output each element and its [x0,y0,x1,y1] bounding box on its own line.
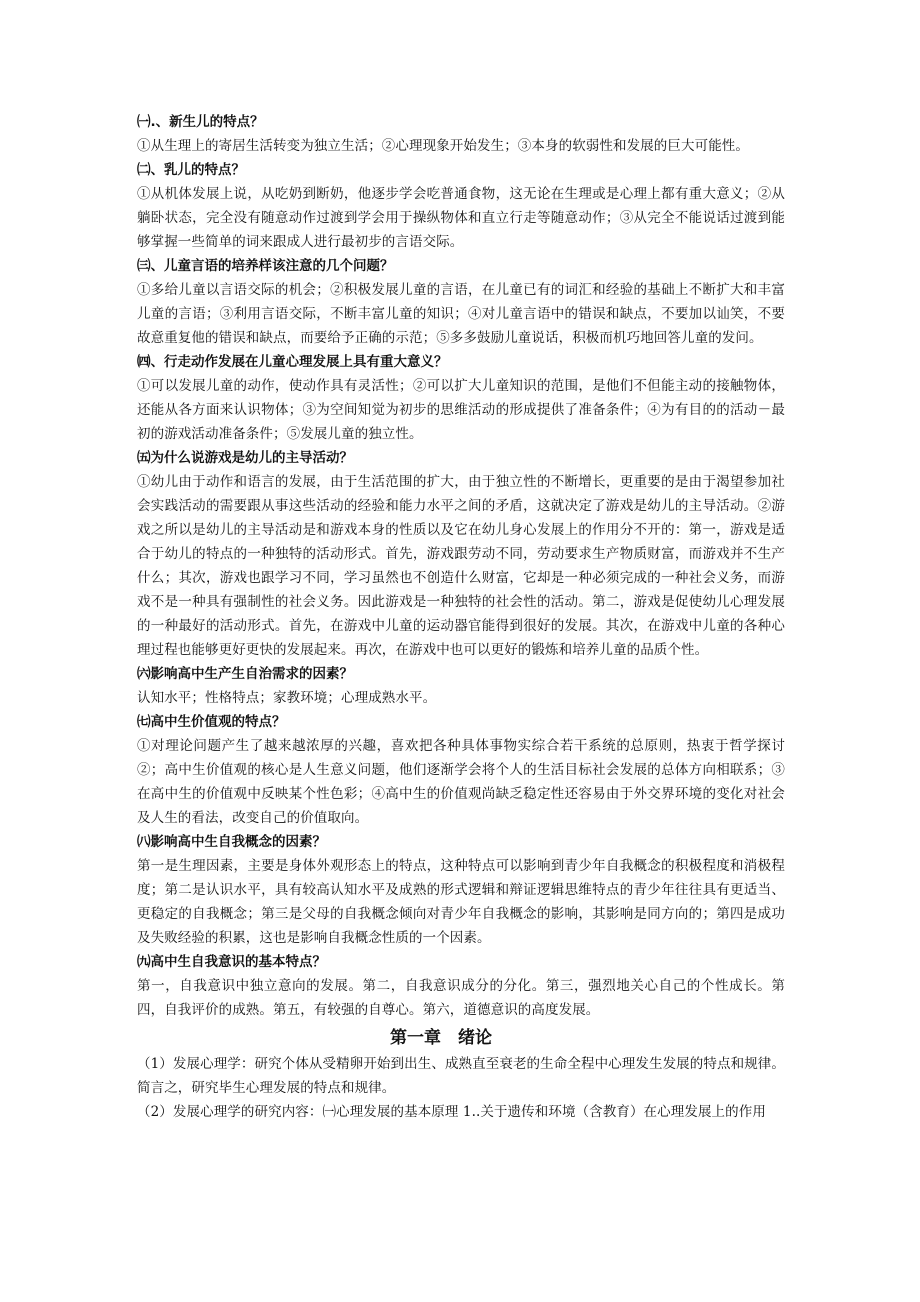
chapter-paragraph-2: （2）发展心理学的研究内容：㈠心理发展的基本原理 1..关于遗传和环境（含教育）在心理发展上的作用 [137,1104,766,1120]
question-heading: ㈨高中生自我意识的基本特点？ [137,954,326,970]
question-heading: ㈢、儿童言语的培养样该注意的几个问题？ [137,258,394,274]
answer-paragraph: 第一，自我意识中独立意向的发展。第二，自我意识成分的分化。第三，强烈地关心自己的个性成长。第四，自我评价的成熟。第五，有较强的自尊心。第六，道德意识的高度发展。 [137,978,785,1018]
chapter-title: 第一章 绪论 [390,1028,492,1048]
question-heading: ㈡、乳儿的特点？ [137,162,245,178]
answer-paragraph: ①从生理上的寄居生活转变为独立生活；②心理现象开始发生；③本身的软弱性和发展的巨大可能性。 [137,138,749,154]
answer-paragraph: ①多给儿童以言语交际的机会；②积极发展儿童的言语，在儿童已有的词汇和经验的基础上不断扩大和丰富儿童的言语；③利用言语交际，不断丰富儿童的知识；④对儿童言语中的错误和缺点，不要加以讪笑，不要故意重复他的错误和缺点，而要给予正确的示范；⑤多多鼓励儿童说话，积极而机巧地回答儿童的发问。 [137,282,785,346]
answer-paragraph: ①从机体发展上说，从吃奶到断奶，他逐步学会吃普通食物，这无论在生理或是心理上都有重大意义；②从躺卧状态，完全没有随意动作过渡到学会用于操纵物体和直立行走等随意动作；③从完全不能说话过渡到能够掌握一些简单的词来跟成人进行最初步的言语交际。 [137,186,785,250]
question-heading: ㈦高中生价值观的特点？ [137,714,286,730]
question-heading: ㈠.、新生儿的特点？ [137,114,264,130]
answer-paragraph: ①可以发展儿童的动作，使动作具有灵活性；②可以扩大儿童知识的范围，是他们不但能主动的接触物体，还能从各方面来认识物体；③为空间知觉为初步的思维活动的形成提供了准备条件；④为有目的的活动－最初的游戏活动准备条件；⑤发展儿童的独立性。 [137,378,785,442]
answer-paragraph: 认知水平；性格特点；家教环境；心理成熟水平。 [137,690,437,706]
question-heading: ㈤为什么说游戏是幼儿的主导活动？ [137,450,353,466]
document-page [137,110,785,1124]
question-heading: ㈣、行走动作发展在儿童心理发展上具有重大意义？ [137,354,448,370]
answer-paragraph: 第一是生理因素，主要是身体外观形态上的特点，这种特点可以影响到青少年自我概念的积极程度和消极程度；第二是认识水平，具有较高认知水平及成熟的形式逻辑和辩证逻辑思维特点的青少年往往具有更适当、更稳定的自我概念；第三是父母的自我概念倾向对青少年自我概念的影响，其影响是同方向的；第四是成功及失败经验的积累，这也是影响自我概念性质的一个因素。 [137,858,785,946]
answer-paragraph: ①对理论问题产生了越来越浓厚的兴趣，喜欢把各种具体事物实综合若干系统的总原则，热衷于哲学探讨②；高中生价值观的核心是人生意义问题，他们逐渐学会将个人的生活目标社会发展的总体方向相联系；③在高中生的价值观中反映某个性色彩；④高中生的价值观尚缺乏稳定性还容易由于外交界环境的变化对社会及人生的看法，改变自己的价值取向。 [137,738,785,826]
question-heading: ㈧影响高中生自我概念的因素？ [137,834,326,850]
answer-paragraph: ①幼儿由于动作和语言的发展，由于生活范围的扩大，由于独立性的不断增长，更重要的是由于渴望参加社会实践活动的需要跟从事这些活动的经验和能力水平之间的矛盾，这就决定了游戏是幼儿的主导活动。②游戏之所以是幼儿的主导活动是和游戏本身的性质以及它在幼儿身心发展上的作用分不开的：第一，游戏是适合于幼儿的特点的一种独特的活动形式。首先，游戏跟劳动不同，劳动要求生产物质财富，而游戏并不生产什么；其次，游戏也跟学习不同，学习虽然也不创造什么财富，它却是一种必须完成的一种社会义务，而游戏不是一种具有强制性的社会义务。因此游戏是一种独特的社会性的活动。第二，游戏是促使幼儿心理发展的一种最好的活动形式。首先，在游戏中儿童的运动器官能得到很好的发展。其次，在游戏中儿童的各种心理过程也能够更好更快的发展起来。再次，在游戏中也可以更好的锻炼和培养儿童的品质个性。 [137,474,785,658]
chapter-paragraph-1: （1）发展心理学：研究个体从受精卵开始到出生、成熟直至衰老的生命全程中心理发生发展的特点和规律。简言之，研究毕生心理发展的特点和规律。 [137,1056,785,1096]
question-heading: ㈥影响高中生产生自治需求的因素？ [137,666,353,682]
